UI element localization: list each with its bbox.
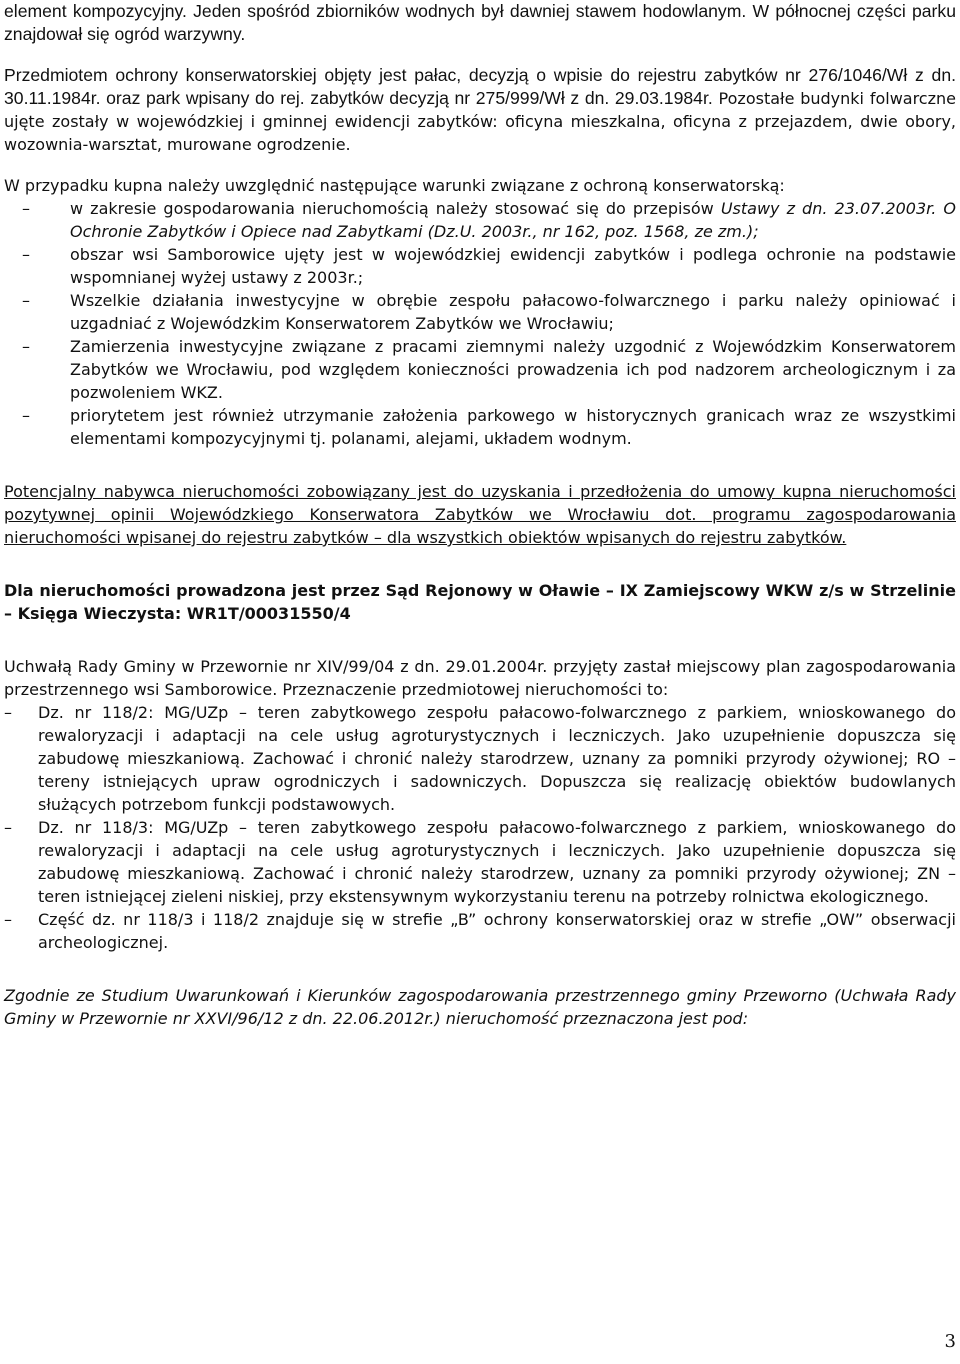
list-item: – priorytetem jest również utrzymanie założenia parkowego w historycznych granicach wraz ze wszystkimi elementami kompozycyjnymi tj. polanami, alejami, układem wodnym. xyxy=(4,404,956,450)
paragraph-park-description: element kompozycyjny. Jeden spośród zbiorników wodnych był dawniej stawem hodowlanym. W północnej części parku znajdował się ogród warzywny. xyxy=(4,1,956,44)
list-item: – obszar wsi Samborowice ujęty jest w wojewódzkiej ewidencji zabytków i podlega ochronie na podstawie wspomnianej wyżej ustawy z 2003r.; xyxy=(4,243,956,289)
list-item: – Wszelkie działania inwestycyjne w obrębie zespołu pałacowo-folwarcznego i parku należy opiniować i uzgadniać z Wojewódzkim Konserwatorem Zabytków we Wrocławiu; xyxy=(4,289,956,335)
buyer-obligation-note: Potencjalny nabywca nieruchomości zobowiązany jest do uzyskania i przedłożenia do umowy kupna nieruchomości pozytywnej opinii Wojewódzkiego Konserwatora Zabytków we Wrocławiu dot. programu zagospodarowania nieruchomości wpisanej do rejestru zabytków – dla wszystkich obiektów wpisanych do rejestru zabytków. xyxy=(4,482,956,547)
list-item: – w zakresie gospodarowania nieruchomością należy stosować się do przepisów Ustawy z dn. 23.07.2003r. O Ochronie Zabytków i Opiece nad Zabytkami (Dz.U. 2003r., nr 162, poz. 1568, ze zm.); xyxy=(4,197,956,243)
protection-registry: Przedmiotem ochrony konserwatorskiej objęty jest pałac, decyzją o wpisie do rejestru zabytków nr 276/1046/Wł z dn. 30.11.1984r. oraz park wpisany do rej. zabytków decyzją nr 275/999/Wł z dn. 29.03.1984r. xyxy=(4,65,956,108)
protection-other-buildings: Pozostałe budynki folwarczne ujęte zostały w wojewódzkiej i gminnej ewidencji zabytków: oficyna mieszkalna, oficyna z przejazdem, dwie obory, wozownia-warsztat, murowane ogrodzenie. xyxy=(4,89,956,154)
conditions-intro: W przypadku kupna należy uwzględnić następujące warunki związane z ochroną konserwatorską: xyxy=(4,176,785,195)
document-page xyxy=(4,0,956,1030)
list-item: – Dz. nr 118/2: MG/UZp – teren zabytkowego zespołu pałacowo-folwarcznego z parkiem, wnioskowanego do rewaloryzacji i adaptacji na cele usług agroturystycznych i leczniczych. Jako uzupełnienie dopuszcza się zabudowę mieszkaniową. Zachować i chronić należy starodrzew, uznany za pomniki przyrody ożywionej; RO – tereny istniejących upraw ogrodniczych i sadowniczych. Dopuszcza się realizację obiektów budowlanych służących potrzebom funkcji podstawowych. xyxy=(4,701,956,816)
zoning-list xyxy=(4,701,956,954)
page-number: 3 xyxy=(944,1331,956,1352)
land-register-heading: Dla nieruchomości prowadzona jest przez Sąd Rejonowy w Oławie – IX Zamiejscowy WKW z/s w Strzelinie – Księga Wieczysta: WR1T/00031550/4 xyxy=(4,581,956,623)
study-note: Zgodnie ze Studium Uwarunkowań i Kierunków zagospodarowania przestrzennego gminy Przeworno (Uchwała Rady Gminy w Przewornie nr XXVI/96/12 z dn. 22.06.2012r.) nieruchomość przeznaczona jest pod: xyxy=(4,986,956,1028)
zoning-plan-intro: Uchwałą Rady Gminy w Przewornie nr XIV/99/04 z dn. 29.01.2004r. przyjęty zastał miejscowy plan zagospodarowania przestrzennego wsi Samborowice. Przeznaczenie przedmiotowej nieruchomości to: xyxy=(4,657,956,699)
conditions-list xyxy=(4,197,956,450)
list-item: – Zamierzenia inwestycyjne związane z pracami ziemnymi należy uzgodnić z Wojewódzkim Konserwatorem Zabytków we Wrocławiu, pod względem konieczności prowadzenia ich pod nadzorem archeologicznym i za pozwoleniem WKZ. xyxy=(4,335,956,404)
list-item: – Część dz. nr 118/3 i 118/2 znajduje się w strefie „B” ochrony konserwatorskiej oraz w strefie „OW” obserwacji archeologicznej. xyxy=(4,908,956,954)
list-item: – Dz. nr 118/3: MG/UZp – teren zabytkowego zespołu pałacowo-folwarcznego z parkiem, wnioskowanego do rewaloryzacji i adaptacji na cele usług agroturystycznych i leczniczych. Jako uzupełnienie dopuszcza się zabudowę mieszkaniową. Zachować i chronić należy starodrzew, uznany za pomniki przyrody ożywionej; ZN – teren istniejącej zieleni niskiej, przy ekstensywnym wykorzystaniu terenu na potrzeby rolnictwa ekologicznego. xyxy=(4,816,956,908)
law-reference: Ustawy z dn. 23.07.2003r. O Ochronie Zabytków i Opiece nad Zabytkami (Dz.U. 2003r., nr 162, poz. 1568, ze zm.); xyxy=(70,199,957,241)
paragraph-protection xyxy=(4,64,956,156)
